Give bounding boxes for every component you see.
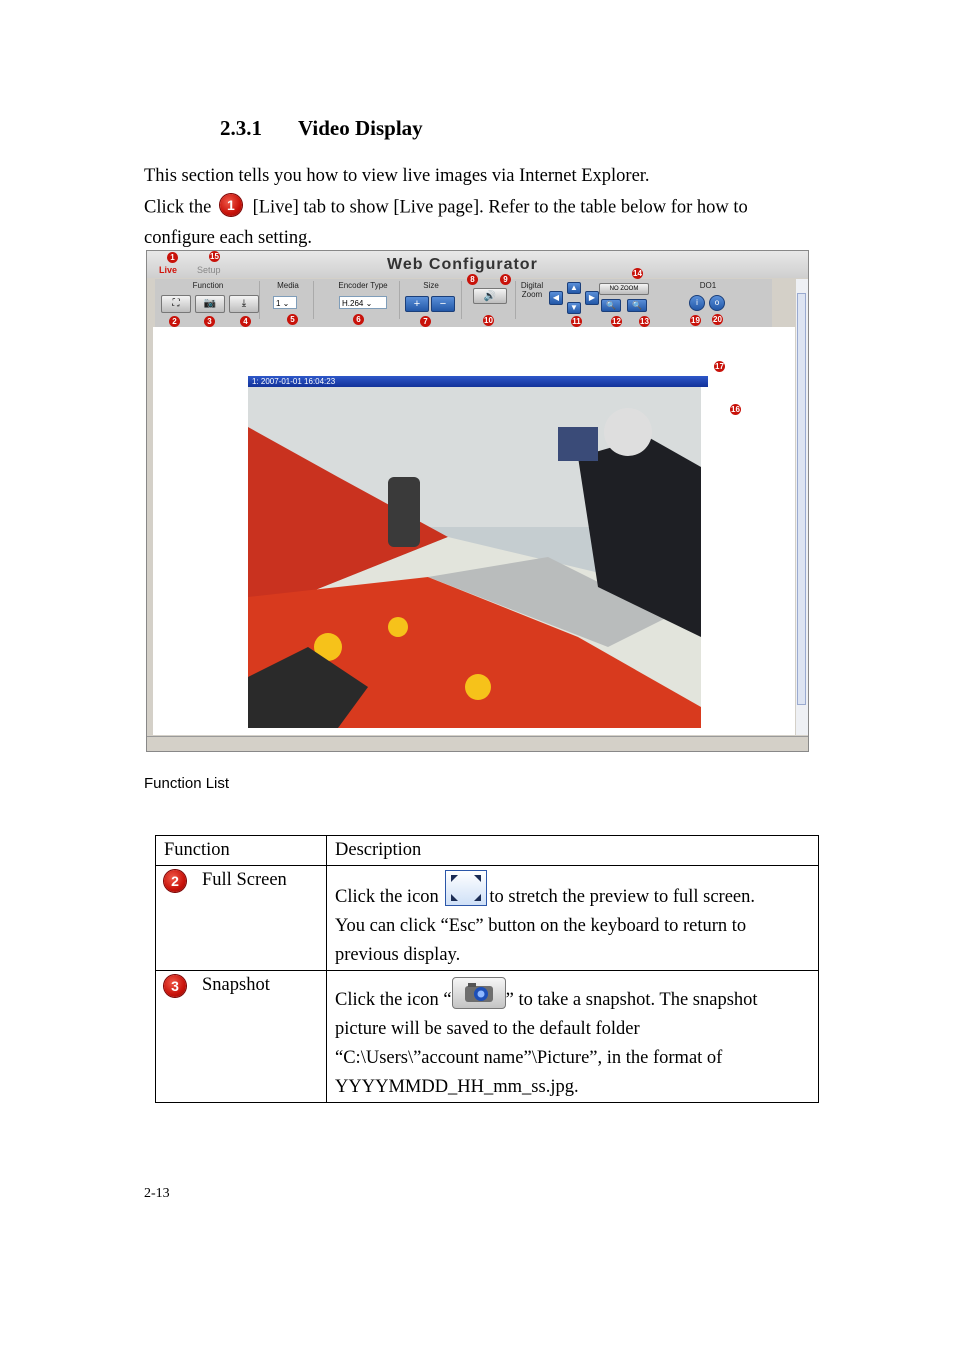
description-line-3: previous display. (335, 945, 461, 965)
callout-3: 3 (204, 316, 215, 327)
zoom-out-button[interactable]: 🔍 (627, 299, 647, 312)
function-table (155, 835, 819, 1103)
description-line-2: picture will be saved to the default folder (335, 1019, 640, 1039)
callout-4: 4 (240, 316, 251, 327)
live-video-frame[interactable] (248, 387, 701, 728)
description-line-1 (335, 977, 810, 1015)
app-title: Web Configurator (387, 256, 538, 273)
intro-line-1: This section tells you how to view live images via Internet Explorer. (144, 166, 650, 186)
media-group (263, 281, 314, 319)
description-line-2: You can click “Esc” button on the keyboard to return to (335, 916, 747, 936)
pan-right-button[interactable]: ▶ (585, 291, 599, 305)
description-line-3: “C:\Users\”account name”\Picture”, in the format of (335, 1048, 723, 1068)
function-cell (156, 971, 327, 1103)
encoder-group-label: Encoder Type (338, 281, 388, 290)
camera-icon: 📷 (203, 298, 217, 309)
page-number: 2-13 (144, 1186, 170, 1201)
pan-up-button[interactable]: ▲ (567, 282, 581, 294)
callout-1: 1 (167, 252, 178, 263)
video-image (248, 387, 701, 728)
tab-setup[interactable]: Setup (197, 265, 221, 275)
description-text: Click the icon (335, 887, 439, 907)
encoder-group (327, 281, 400, 319)
do1-group-label: DO1 (699, 281, 717, 290)
callout-13: 13 (640, 317, 649, 326)
do1-group (683, 281, 733, 319)
digital-zoom-label: Digital Zoom (520, 281, 544, 299)
do1-on-button[interactable]: i (689, 295, 705, 311)
header-function: Function (156, 836, 327, 866)
do1-off-button[interactable]: o (709, 295, 725, 311)
callout-3-badge: 3 (164, 975, 186, 997)
description-text: Click the icon “ (335, 990, 452, 1010)
pan-down-button[interactable]: ▼ (567, 302, 581, 314)
media-group-label: Media (277, 281, 299, 290)
top-tab-bar (147, 251, 808, 278)
callout-7: 7 (420, 316, 431, 327)
callout-1-badge: 1 (220, 194, 242, 216)
callout-9: 9 (500, 274, 511, 285)
media-select[interactable]: 1 ⌄ (273, 296, 297, 309)
callout-10: 10 (484, 316, 493, 325)
intro-click-text: Click the (144, 197, 212, 218)
full-screen-button[interactable] (161, 295, 191, 313)
zoom-in-button[interactable]: 🔍 (601, 299, 621, 312)
audio-group (465, 281, 516, 319)
header-description: Description (327, 836, 819, 866)
media-select-value: 1 (276, 299, 281, 308)
intro-line-3: configure each setting. (144, 228, 312, 248)
size-decrease-button[interactable]: − (431, 296, 455, 312)
callout-17: 17 (715, 362, 724, 371)
size-group-label: Size (423, 281, 439, 290)
callout-2: 2 (169, 316, 180, 327)
function-group-label: Function (192, 281, 224, 290)
snapshot-button[interactable] (195, 295, 225, 313)
video-caption-bar (248, 376, 708, 387)
no-zoom-button[interactable]: NO ZOOM (599, 283, 649, 295)
live-view-area (153, 327, 795, 735)
callout-19: 19 (691, 316, 700, 325)
full-screen-icon: ⛶ (172, 298, 180, 309)
callout-11: 11 (572, 317, 581, 326)
scrollbar-thumb[interactable] (797, 293, 806, 705)
video-timestamp: 1: 2007-01-01 16:04:23 (252, 377, 336, 386)
camera-icon (452, 977, 506, 1009)
vertical-scrollbar[interactable] (796, 279, 808, 735)
function-cell (156, 866, 327, 971)
intro-live-tab-text: [Live] tab to show [Live page]. Refer to the table below for how to (252, 197, 748, 218)
record-icon: ⤓ (241, 298, 247, 309)
pan-left-button[interactable]: ◀ (549, 291, 563, 305)
digital-zoom-group (517, 281, 655, 319)
status-bar (147, 736, 808, 751)
speaker-icon: 🔊 (483, 291, 497, 302)
callout-6: 6 (353, 314, 364, 325)
description-text: to stretch the preview to full screen. (489, 887, 756, 907)
encoder-select[interactable]: H.264 ⌄ (339, 296, 387, 309)
callout-16: 16 (731, 405, 740, 414)
record-button[interactable] (229, 295, 259, 313)
function-name: Full Screen (202, 870, 287, 890)
full-screen-icon (445, 870, 487, 906)
description-cell (327, 866, 819, 971)
callout-12: 12 (612, 317, 621, 326)
description-line-1 (335, 870, 810, 912)
description-text: ” to take a snapshot. The snapshot (505, 990, 758, 1010)
web-configurator-screenshot (146, 250, 809, 752)
callout-5: 5 (287, 314, 298, 325)
section-number: 2.3.1 (220, 116, 262, 140)
description-cell (327, 971, 819, 1103)
tab-live[interactable]: Live (159, 265, 178, 275)
encoder-select-value: H.264 (342, 299, 364, 308)
callout-2-badge: 2 (164, 870, 186, 892)
table-row (156, 971, 819, 1103)
size-group (401, 281, 462, 319)
callout-20: 20 (713, 315, 722, 324)
function-name: Snapshot (202, 975, 270, 995)
callout-15: 15 (210, 252, 219, 261)
description-line-4: YYYYMMDD_HH_mm_ss.jpg. (335, 1077, 579, 1097)
function-group (157, 281, 260, 319)
section-title: Video Display (298, 116, 423, 140)
figure-caption: Function List (144, 775, 230, 792)
callout-8: 8 (467, 274, 478, 285)
size-increase-button[interactable]: + (405, 296, 429, 312)
callout-14: 14 (633, 269, 642, 278)
section-heading (220, 116, 423, 141)
audio-button[interactable] (473, 288, 507, 304)
intro-line-2 (144, 194, 748, 222)
table-header-row (156, 836, 819, 866)
table-row (156, 866, 819, 971)
